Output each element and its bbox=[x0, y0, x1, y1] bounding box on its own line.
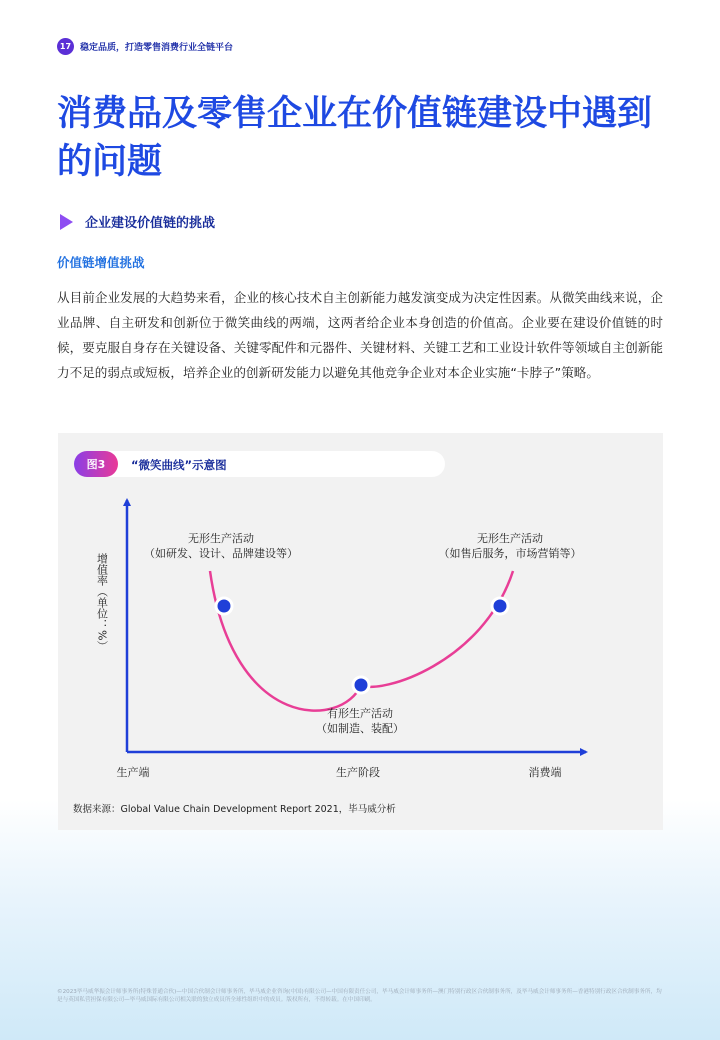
x-tick-label: 消费端 bbox=[528, 766, 562, 779]
y-axis-label-text: 增值率（单位：%） bbox=[95, 553, 109, 652]
section-heading: 企业建设价值链的挑战 bbox=[85, 216, 216, 231]
figure-panel bbox=[58, 433, 663, 830]
chart-point bbox=[492, 598, 508, 614]
smile-curve-chart bbox=[58, 433, 663, 830]
section-header bbox=[60, 212, 215, 231]
x-tick-label: 生产阶段 bbox=[336, 766, 380, 779]
chart-point bbox=[353, 677, 369, 693]
chart-points bbox=[144, 531, 582, 735]
point-annotation: （如售后服务，市场营销等） bbox=[438, 547, 582, 560]
figure-label: 图3 bbox=[74, 451, 118, 477]
subheading: 价值链增值挑战 bbox=[57, 255, 145, 270]
triangle-bullet-icon bbox=[60, 214, 73, 230]
point-annotation: （如研发、设计、品牌建设等） bbox=[144, 547, 298, 560]
page-title: 消费品及零售企业在价值链建设中遇到的问题 bbox=[57, 94, 653, 182]
chart-point bbox=[216, 598, 232, 614]
x-tick-label: 生产端 bbox=[116, 766, 150, 779]
x-tick-labels bbox=[117, 765, 562, 779]
y-axis-label bbox=[96, 553, 109, 652]
copyright-footer: ©2023毕马威华振会计师事务所(特殊普通合伙)—中国合伙制会计师事务所，毕马威企业咨询(中国)有限公司—中国有限责任公司，毕马威会计师事务所—澳门特别行政区合伙制事务所，及毕马威会计师事务所—香港特别行政区合伙制事务所，均是与英国私营担保有限公司—毕马威国际有限公司相关联的独立成员所全球性组织中的成员。版权所有，不得转载。在中国印刷。 bbox=[57, 989, 662, 1003]
source-note: 数据来源：Global Value Chain Development Report 2021，毕马威分析 bbox=[73, 804, 396, 815]
point-annotation: 无形生产活动 bbox=[477, 532, 543, 545]
page-number: 17 bbox=[57, 38, 74, 55]
point-annotation: （如制造、装配） bbox=[316, 722, 404, 735]
point-annotation: 无形生产活动 bbox=[188, 532, 254, 545]
running-header bbox=[57, 38, 233, 55]
body-paragraph: 从目前企业发展的大趋势来看，企业的核心技术自主创新能力越发演变成为决定性因素。从微笑曲线来说，企业品牌、自主研发和创新位于微笑曲线的两端，这两者给企业本身创造的价值高。企业要在建设价值链的时候，要克服自身存在关键设备、关键零配件和元器件、关键材料、关键工艺和工业设计软件等领域自主创新能力不足的弱点或短板，培养企业的创新研发能力以避免其他竞争企业对本企业实施“卡脖子”策略。 bbox=[57, 290, 663, 380]
figure-title: “微笑曲线”示意图 bbox=[131, 458, 227, 472]
running-title: 稳定品质，打造零售消费行业全链平台 bbox=[80, 43, 234, 53]
point-annotation: 有形生产活动 bbox=[327, 707, 393, 720]
